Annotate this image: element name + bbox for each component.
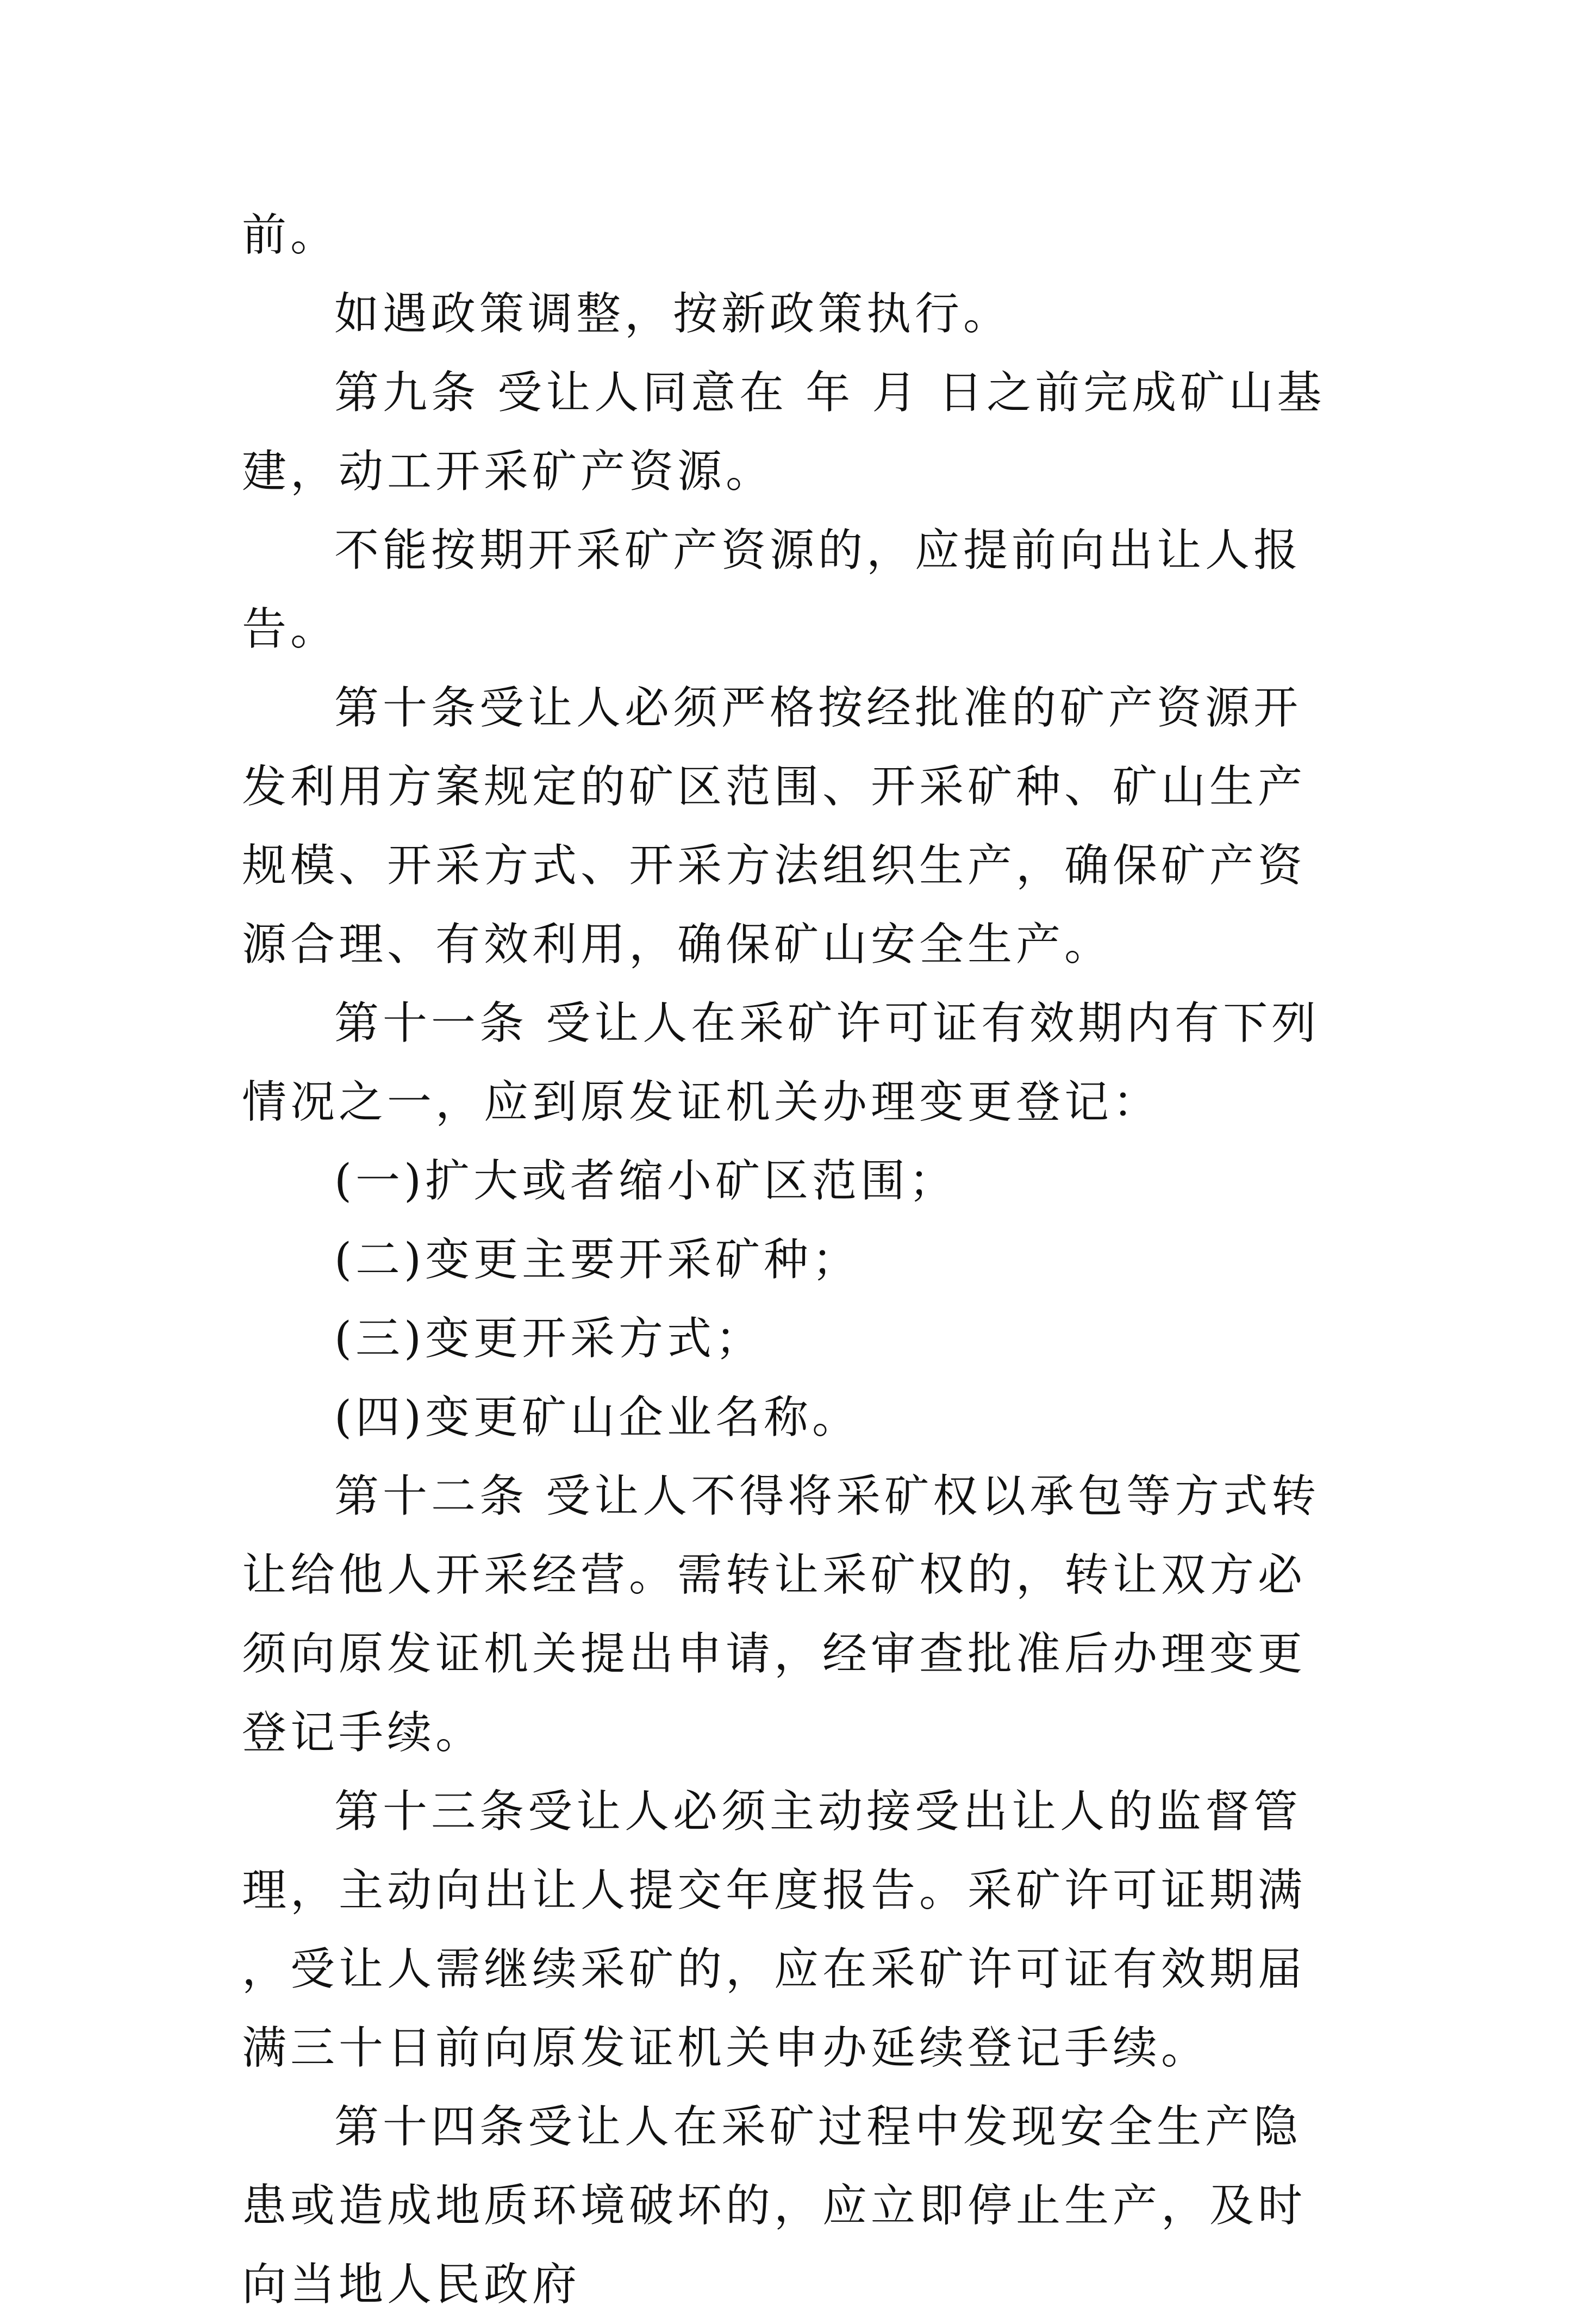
- paragraph-article-12: 第十二条 受让人不得将采矿权以承包等方式转让给他人开采经营。需转让采矿权的，转让双方必须向原发证机关提出申请，经审查批准后办理变更登记手续。: [242, 1471, 1320, 1759]
- paragraph-continuation: 前。: [242, 209, 339, 261]
- paragraph-article-10: 第十条受让人必须严格按经批准的矿产资源开发利用方案规定的矿区范围、开采矿种、矿山生产规模、开采方式、开采方法组织生产，确保矿产资源合理、有效利用，确保矿山安全生产。: [242, 682, 1307, 970]
- list-item-2: (二)变更主要开采矿种；: [334, 1234, 860, 1286]
- document-body: [242, 196, 1340, 2324]
- list-item-3: (三)变更开采方式；: [334, 1313, 764, 1365]
- list-item-4: (四)变更矿山企业名称。: [334, 1392, 860, 1443]
- paragraph-article-9: 第九条 受让人同意在 年 月 日之前完成矿山基建，动工开采矿产资源。: [242, 367, 1326, 497]
- paragraph-article-11: 第十一条 受让人在采矿许可证有效期内有下列情况之一，应到原发证机关办理变更登记：: [242, 998, 1320, 1128]
- paragraph-article-9-note: 不能按期开采矿产资源的，应提前向出让人报告。: [242, 525, 1302, 655]
- list-item-1: (一)扩大或者缩小矿区范围；: [334, 1155, 957, 1207]
- paragraph-article-13: 第十三条受让人必须主动接受出让人的监督管理，主动向出让人提交年度报告。采矿许可证期满，受让人需继续采矿的，应在采矿许可证有效期届满三十日前向原发证机关申办延续登记手续。: [242, 1786, 1307, 2074]
- paragraph-policy-adjustment: 如遇政策调整，按新政策执行。: [334, 288, 1012, 340]
- paragraph-article-14: 第十四条受让人在采矿过程中发现安全生产隐患或造成地质环境破坏的，应立即停止生产，及时向当地人民政府: [242, 2101, 1307, 2310]
